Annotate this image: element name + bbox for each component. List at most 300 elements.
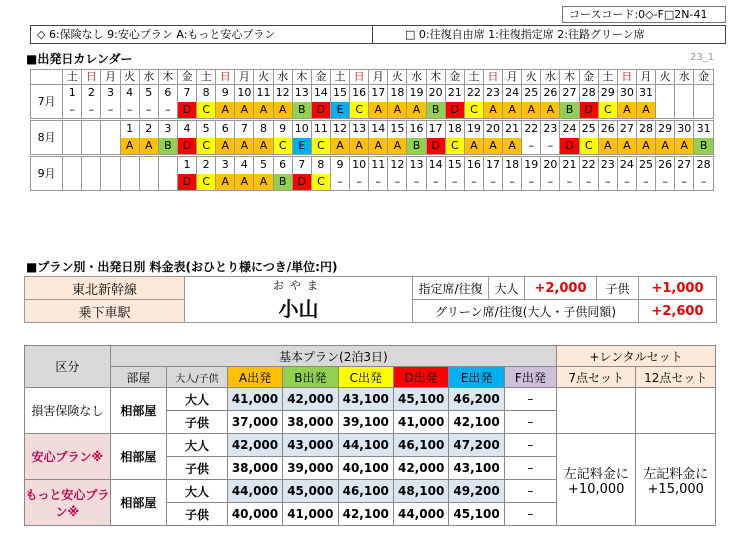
calendar-day: 5 <box>197 121 216 138</box>
weekday-header: 金 <box>311 70 330 85</box>
price-cell: 42,000 <box>227 434 282 457</box>
course-code: コースコード:0◇-F□2N-41 <box>562 6 726 23</box>
weekday-header: 火 <box>656 70 675 85</box>
calendar-day: 28 <box>694 157 714 174</box>
calendar-day: 10 <box>292 121 311 138</box>
calendar-day: 10 <box>235 85 254 102</box>
price-cell: 47,200 <box>449 434 504 457</box>
weekday-header: 月 <box>235 70 254 85</box>
category-label: もっと安心プラン※ <box>25 480 111 526</box>
price-cell: 42,100 <box>449 411 504 434</box>
price-cell: 42,000 <box>393 457 448 480</box>
calendar-plan-code: B <box>273 174 292 191</box>
weekday-header: 木 <box>292 70 311 85</box>
calendar-plan-code: – <box>483 174 502 191</box>
calendar-plan-code: D <box>292 174 311 191</box>
calendar-plan-code: D <box>177 138 196 155</box>
departure-b-header: B出発 <box>283 367 338 388</box>
station-label: 乗下車駅 <box>25 300 185 323</box>
calendar-plan-code: A <box>254 138 273 155</box>
age-label: 子供 <box>167 503 228 526</box>
calendar-day: 29 <box>656 121 675 138</box>
calendar-plan-code: C <box>598 102 617 119</box>
calendar-plan-code: – <box>636 174 655 191</box>
calendar-plan-code: A <box>369 138 388 155</box>
calendar-day <box>139 157 158 174</box>
calendar-day <box>63 157 82 174</box>
calendar-plan-code: A <box>503 138 522 155</box>
price-cell: 43,100 <box>338 388 393 411</box>
calendar-day: 19 <box>522 157 541 174</box>
calendar-day: 1 <box>120 121 139 138</box>
age-label: 子供 <box>167 457 228 480</box>
calendar-day: 7 <box>235 121 254 138</box>
month-label: 8月 <box>31 121 63 155</box>
weekday-header: 金 <box>579 70 598 85</box>
calendar-day: 8 <box>254 121 273 138</box>
age-label: 子供 <box>167 411 228 434</box>
calendar-day: 30 <box>675 121 694 138</box>
weekday-header: 火 <box>522 70 541 85</box>
calendar-corner <box>31 70 63 85</box>
calendar-day: 3 <box>158 121 177 138</box>
calendar-plan-code: D <box>311 102 330 119</box>
calendar-day: 12 <box>330 121 349 138</box>
calendar-day: 27 <box>560 85 579 102</box>
calendar-day: 22 <box>522 121 541 138</box>
departure-c-header: C出発 <box>338 367 393 388</box>
calendar-day: 18 <box>445 121 464 138</box>
calendar-day: 8 <box>197 85 216 102</box>
calendar-day: 27 <box>617 121 636 138</box>
calendar-day: 9 <box>216 85 235 102</box>
calendar-day: 16 <box>350 85 369 102</box>
departure-e-header: E出発 <box>449 367 504 388</box>
calendar-plan-code: – <box>656 174 675 191</box>
price-cell: 40,000 <box>227 503 282 526</box>
calendar-day: 7 <box>292 157 311 174</box>
calendar-plan-code: A <box>350 138 369 155</box>
calendar-plan-code: A <box>617 102 636 119</box>
calendar-plan-code: A <box>503 102 522 119</box>
calendar-plan-code: – <box>503 174 522 191</box>
price-cell: 38,000 <box>283 411 338 434</box>
weekday-header: 水 <box>407 70 426 85</box>
calendar-plan-code: A <box>120 138 139 155</box>
calendar-plan-code: A <box>617 138 636 155</box>
calendar-day: 4 <box>177 121 196 138</box>
departure-calendar <box>30 69 714 191</box>
weekday-header: 火 <box>388 70 407 85</box>
price-cell: – <box>504 388 556 411</box>
calendar-plan-code: C <box>350 102 369 119</box>
calendar-day: 3 <box>101 85 120 102</box>
calendar-plan-code: A <box>330 138 349 155</box>
weekday-header: 月 <box>369 70 388 85</box>
calendar-day: 15 <box>330 85 349 102</box>
calendar-day: 14 <box>369 121 388 138</box>
calendar-day <box>63 121 82 138</box>
calendar-plan-code: D <box>177 102 196 119</box>
calendar-day: 18 <box>503 157 522 174</box>
calendar-plan-code: D <box>445 102 464 119</box>
price-cell: 43,100 <box>449 457 504 480</box>
calendar-plan-code <box>139 174 158 191</box>
set7-blank <box>557 388 636 434</box>
calendar-plan-code: A <box>388 102 407 119</box>
calendar-day: 28 <box>636 121 655 138</box>
calendar-plan-code: A <box>522 102 541 119</box>
calendar-day <box>675 85 694 102</box>
calendar-plan-code: – <box>101 102 120 119</box>
calendar-plan-code: C <box>197 174 216 191</box>
calendar-day <box>120 157 139 174</box>
calendar-plan-code: – <box>445 174 464 191</box>
calendar-plan-code <box>63 138 82 155</box>
price-cell: 41,000 <box>227 388 282 411</box>
calendar-day: 13 <box>407 157 426 174</box>
calendar-day: 12 <box>273 85 292 102</box>
age-header: 大人/子供 <box>167 367 228 388</box>
calendar-plan-code: – <box>426 174 445 191</box>
calendar-day: 23 <box>541 121 560 138</box>
weekday-header: 日 <box>216 70 235 85</box>
weekday-header: 水 <box>541 70 560 85</box>
calendar-heading: ■出発日カレンダー <box>26 52 133 66</box>
calendar-day: 21 <box>560 157 579 174</box>
price-cell: – <box>504 434 556 457</box>
calendar-plan-code: A <box>675 138 694 155</box>
weekday-header: 土 <box>464 70 483 85</box>
calendar-day: 8 <box>311 157 330 174</box>
calendar-day: 14 <box>426 157 445 174</box>
calendar-plan-code: A <box>464 138 483 155</box>
calendar-plan-code: A <box>636 102 655 119</box>
calendar-plan-code: A <box>598 138 617 155</box>
calendar-plan-code: A <box>254 174 273 191</box>
price-cell: 41,000 <box>393 411 448 434</box>
age-label: 大人 <box>167 434 228 457</box>
calendar-plan-code <box>120 174 139 191</box>
weekday-header: 土 <box>598 70 617 85</box>
calendar-plan-code: – <box>541 174 560 191</box>
weekday-header: 火 <box>120 70 139 85</box>
station-reading: おやま <box>273 279 324 292</box>
weekday-header: 日 <box>483 70 502 85</box>
calendar-day: 24 <box>503 85 522 102</box>
calendar-plan-code: C <box>311 174 330 191</box>
adult-surcharge: +2,000 <box>525 277 597 300</box>
calendar-day: 5 <box>254 157 273 174</box>
calendar-plan-code: B <box>292 102 311 119</box>
calendar-day: 25 <box>636 157 655 174</box>
calendar-plan-code: A <box>483 138 502 155</box>
calendar-plan-code: A <box>483 102 502 119</box>
calendar-day: 2 <box>197 157 216 174</box>
calendar-plan-code: A <box>656 138 675 155</box>
calendar-day: 20 <box>426 85 445 102</box>
calendar-plan-code: D <box>426 138 445 155</box>
calendar-plan-code <box>101 138 120 155</box>
price-cell: 49,200 <box>449 480 504 503</box>
category-label: 損害保険なし <box>25 388 111 434</box>
calendar-day <box>101 121 120 138</box>
price-cell: 44,100 <box>338 434 393 457</box>
price-cell: – <box>504 480 556 503</box>
set12-header: 12点セット <box>636 367 716 388</box>
calendar-plan-code: – <box>120 102 139 119</box>
calendar-day: 6 <box>158 85 177 102</box>
calendar-plan-code: – <box>464 174 483 191</box>
weekday-header: 日 <box>350 70 369 85</box>
calendar-plan-code: C <box>445 138 464 155</box>
price-cell: 48,100 <box>393 480 448 503</box>
calendar-plan-code: – <box>350 174 369 191</box>
weekday-header: 木 <box>158 70 177 85</box>
calendar-plan-code: A <box>216 102 235 119</box>
price-cell: 42,000 <box>283 388 338 411</box>
calendar-plan-code: – <box>560 174 579 191</box>
calendar-day: 11 <box>369 157 388 174</box>
calendar-plan-code <box>675 102 694 119</box>
calendar-plan-code: – <box>82 102 101 119</box>
calendar-plan-code: D <box>177 174 196 191</box>
calendar-day: 13 <box>350 121 369 138</box>
calendar-day: 23 <box>598 157 617 174</box>
calendar-plan-code: – <box>388 174 407 191</box>
calendar-day: 7 <box>177 85 196 102</box>
legend-insurance: ◇ 6:保険なし 9:安心プラン A:もっと安心プラン <box>31 26 373 43</box>
price-cell: – <box>504 411 556 434</box>
weekday-header: 水 <box>273 70 292 85</box>
calendar-day <box>101 157 120 174</box>
weekday-header: 日 <box>617 70 636 85</box>
price-cell: 45,000 <box>283 480 338 503</box>
calendar-plan-code: D <box>579 102 598 119</box>
calendar-day: 19 <box>464 121 483 138</box>
calendar-plan-code: A <box>139 138 158 155</box>
calendar-plan-code: B <box>426 102 445 119</box>
calendar-plan-code: – <box>369 174 388 191</box>
calendar-day: 22 <box>464 85 483 102</box>
age-label: 大人 <box>167 480 228 503</box>
calendar-day: 12 <box>388 157 407 174</box>
route-info <box>24 276 717 323</box>
calendar-plan-code: – <box>598 174 617 191</box>
departure-f-header: F出発 <box>504 367 556 388</box>
price-cell: 46,100 <box>393 434 448 457</box>
calendar-day: 4 <box>235 157 254 174</box>
calendar-plan-code <box>158 174 177 191</box>
month-label: 7月 <box>31 85 63 119</box>
calendar-plan-code: – <box>579 174 598 191</box>
calendar-plan-code: – <box>63 102 82 119</box>
calendar-plan-code: A <box>636 138 655 155</box>
price-cell: – <box>504 503 556 526</box>
basic-plan-header: 基本プラン(2泊3日) <box>110 346 556 367</box>
calendar-day: 26 <box>541 85 560 102</box>
calendar-day: 15 <box>388 121 407 138</box>
departure-a-header: A出発 <box>227 367 282 388</box>
child-surcharge: +1,000 <box>639 277 717 300</box>
calendar-plan-code: A <box>235 102 254 119</box>
calendar-day: 30 <box>617 85 636 102</box>
calendar-day: 10 <box>350 157 369 174</box>
calendar-day: 16 <box>464 157 483 174</box>
price-cell: 46,100 <box>338 480 393 503</box>
room-type: 相部屋 <box>110 434 166 480</box>
price-cell: 42,100 <box>338 503 393 526</box>
room-header: 部屋 <box>110 367 166 388</box>
calendar-day: 22 <box>579 157 598 174</box>
rental-set-header: +レンタルセット <box>557 346 716 367</box>
calendar-day: 5 <box>139 85 158 102</box>
station-name: 小山 <box>278 297 319 321</box>
weekday-header: 土 <box>197 70 216 85</box>
calendar-day: 11 <box>254 85 273 102</box>
green-surcharge: +2,600 <box>639 300 717 323</box>
legend-box <box>30 25 726 44</box>
calendar-plan-code: A <box>254 102 273 119</box>
calendar-plan-code <box>82 138 101 155</box>
calendar-plan-code: B <box>560 102 579 119</box>
age-label: 大人 <box>167 388 228 411</box>
price-cell: 43,000 <box>283 434 338 457</box>
weekday-header: 月 <box>101 70 120 85</box>
price-cell: 39,000 <box>283 457 338 480</box>
calendar-plan-code: – <box>694 174 714 191</box>
calendar-plan-code: B <box>158 138 177 155</box>
weekday-header: 金 <box>694 70 714 85</box>
calendar-day: 25 <box>579 121 598 138</box>
fare-heading: ■プラン別・出発日別 料金表(おひとり様につき/単位:円) <box>26 260 338 274</box>
calendar-day: 17 <box>369 85 388 102</box>
calendar-day: 25 <box>522 85 541 102</box>
set12-blank <box>636 388 716 434</box>
calendar-plan-code <box>656 102 675 119</box>
calendar-day: 21 <box>503 121 522 138</box>
calendar-day: 20 <box>483 121 502 138</box>
calendar-plan-code: E <box>292 138 311 155</box>
calendar-plan-code: A <box>369 102 388 119</box>
calendar-day: 17 <box>426 121 445 138</box>
calendar-plan-code: – <box>541 138 560 155</box>
adult-label: 大人 <box>489 277 525 300</box>
calendar-day: 1 <box>63 85 82 102</box>
calendar-day: 15 <box>445 157 464 174</box>
calendar-plan-code: C <box>311 138 330 155</box>
calendar-day <box>656 85 675 102</box>
calendar-day <box>82 121 101 138</box>
calendar-plan-code: B <box>694 138 714 155</box>
calendar-plan-code: D <box>560 138 579 155</box>
weekday-header: 火 <box>254 70 273 85</box>
weekday-header: 木 <box>560 70 579 85</box>
category-label: 安心プラン※ <box>25 434 111 480</box>
calendar-day: 6 <box>216 121 235 138</box>
price-table <box>24 345 716 526</box>
calendar-day: 17 <box>483 157 502 174</box>
page-code: 23_1 <box>690 52 715 63</box>
calendar-plan-code: C <box>197 102 216 119</box>
calendar-day: 13 <box>292 85 311 102</box>
month-label: 9月 <box>31 157 63 191</box>
calendar-plan-code: – <box>407 174 426 191</box>
price-cell: 38,000 <box>227 457 282 480</box>
calendar-day: 11 <box>311 121 330 138</box>
calendar-plan-code: C <box>273 138 292 155</box>
price-cell: 37,000 <box>227 411 282 434</box>
calendar-plan-code <box>694 102 714 119</box>
calendar-plan-code: B <box>407 138 426 155</box>
price-cell: 45,100 <box>449 503 504 526</box>
calendar-day: 24 <box>617 157 636 174</box>
room-type: 相部屋 <box>110 480 166 526</box>
set7-header: 7点セット <box>557 367 636 388</box>
calendar-plan-code: – <box>139 102 158 119</box>
child-label: 子供 <box>597 277 639 300</box>
calendar-day <box>82 157 101 174</box>
calendar-plan-code: C <box>197 138 216 155</box>
calendar-day: 2 <box>82 85 101 102</box>
calendar-day: 24 <box>560 121 579 138</box>
calendar-plan-code: – <box>617 174 636 191</box>
price-cell: 44,000 <box>227 480 282 503</box>
calendar-day: 2 <box>139 121 158 138</box>
calendar-plan-code: – <box>158 102 177 119</box>
calendar-day: 31 <box>694 121 714 138</box>
calendar-plan-code: – <box>675 174 694 191</box>
calendar-plan-code <box>82 174 101 191</box>
calendar-day: 9 <box>273 121 292 138</box>
room-type: 相部屋 <box>110 388 166 434</box>
set12-price: 左記料金に +15,000 <box>636 434 716 526</box>
calendar-day: 29 <box>598 85 617 102</box>
price-cell: 46,200 <box>449 388 504 411</box>
weekday-header: 月 <box>636 70 655 85</box>
calendar-day: 9 <box>330 157 349 174</box>
station-cell <box>185 277 413 323</box>
calendar-day: 26 <box>656 157 675 174</box>
weekday-header: 金 <box>177 70 196 85</box>
calendar-plan-code: – <box>330 174 349 191</box>
weekday-header: 水 <box>675 70 694 85</box>
calendar-day: 21 <box>445 85 464 102</box>
calendar-day: 19 <box>407 85 426 102</box>
calendar-plan-code: A <box>541 102 560 119</box>
calendar-day: 16 <box>407 121 426 138</box>
calendar-plan-code: – <box>522 138 541 155</box>
calendar-day: 18 <box>388 85 407 102</box>
calendar-day: 4 <box>120 85 139 102</box>
price-cell: – <box>504 457 556 480</box>
calendar-plan-code <box>101 174 120 191</box>
price-cell: 41,000 <box>283 503 338 526</box>
calendar-plan-code: A <box>216 138 235 155</box>
weekday-header: 土 <box>63 70 82 85</box>
calendar-plan-code: A <box>216 174 235 191</box>
calendar-day: 6 <box>273 157 292 174</box>
calendar-plan-code: – <box>522 174 541 191</box>
calendar-day: 31 <box>636 85 655 102</box>
calendar-plan-code: A <box>388 138 407 155</box>
calendar-plan-code: E <box>330 102 349 119</box>
calendar-plan-code: A <box>273 102 292 119</box>
calendar-day: 28 <box>579 85 598 102</box>
calendar-day: 20 <box>541 157 560 174</box>
weekday-header: 木 <box>426 70 445 85</box>
section-header: 区分 <box>25 346 111 388</box>
